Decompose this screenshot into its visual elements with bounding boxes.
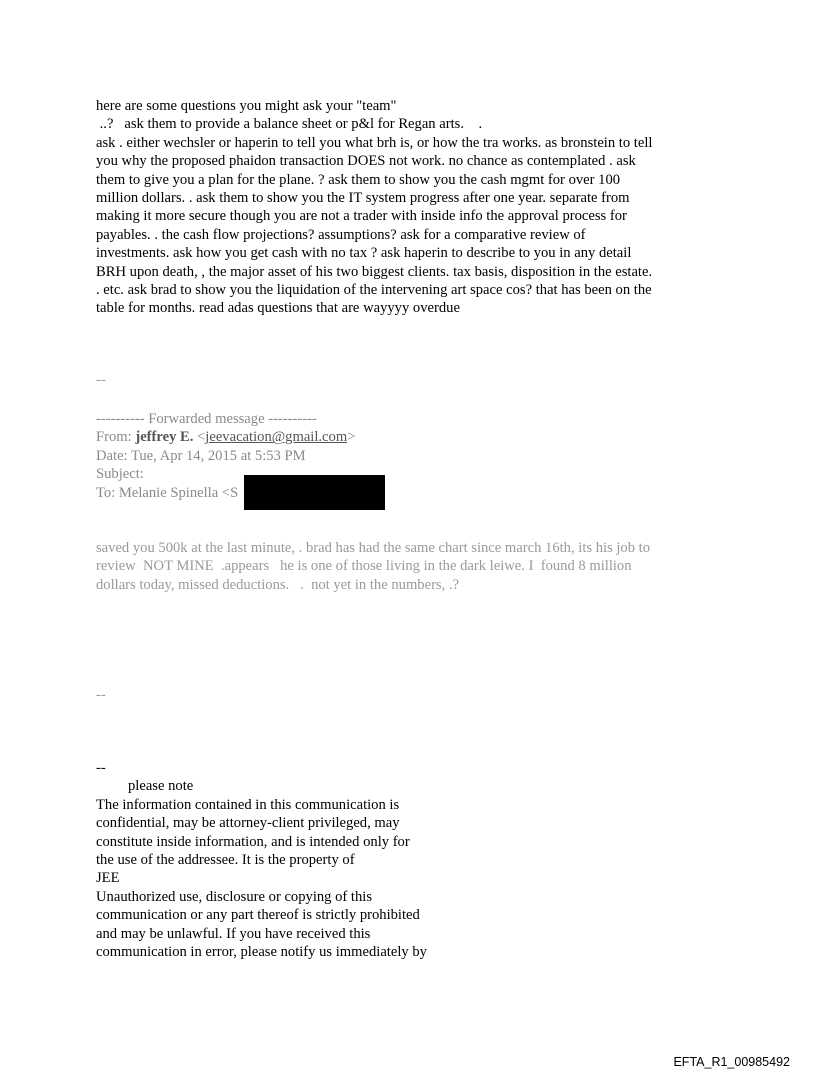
quoted-line: review NOT MINE .appears he is one of those living in the dark leiwe. I found 8 million [96, 558, 632, 575]
body-line: ask . either wechsler or haperin to tell you what brh is, or how the tra works. as bronstein to tell [96, 134, 653, 151]
confidentiality-footer [96, 759, 427, 961]
body-line: them to give you a plan for the plane. ? ask them to show you the cash mgmt for over 100 [96, 171, 621, 188]
from-email-link[interactable]: jeevacation@gmail.com [205, 429, 348, 446]
document-id: EFTA_R1_00985492 [673, 1055, 790, 1069]
from-label: From: [96, 429, 136, 446]
footer-line: confidential, may be attorney-client privileged, may [96, 815, 400, 832]
body-line: here are some questions you might ask your "team" [96, 98, 397, 114]
please-note: please note [128, 778, 194, 795]
footer-line: Unauthorized use, disclosure or copying of this [96, 888, 373, 905]
from-name: jeffrey E. [135, 429, 194, 446]
to-visible-start: S [230, 484, 239, 501]
body-line: investments. ask how you get cash with no tax ? ask haperin to describe to you in any detail [96, 245, 632, 262]
body-line: you why the proposed phaidon transaction DOES not work. no chance as contemplated . ask [96, 153, 636, 170]
quoted-message [96, 539, 650, 594]
footer-line: the use of the addressee. It is the property of [96, 851, 355, 868]
from-lt: < [193, 429, 206, 446]
redaction-box [244, 475, 385, 510]
body-line: ..? ask them to provide a balance sheet or p&l for Regan arts. . [96, 116, 483, 133]
date-line: Date: Tue, Apr 14, 2015 at 5:53 PM [96, 447, 306, 464]
footer-line: constitute inside information, and is intended only for [96, 833, 410, 850]
from-line [96, 428, 382, 446]
forwarded-title: ---------- Forwarded message ---------- [96, 411, 317, 427]
footer-line: and may be unlawful. If you have received this [96, 925, 371, 942]
body-line: . etc. ask brad to show you the liquidation of the intervening art space cos? that has been on the [96, 281, 652, 298]
quoted-line: dollars today, missed deductions. . not yet in the numbers, .? [96, 576, 460, 593]
quoted-separator: -- [96, 687, 106, 703]
quoted-line: saved you 500k at the last minute, . brad has had the same chart since march 16th, its his job to [96, 540, 651, 556]
body-line: making it more secure though you are not a trader with inside info the approval process for [96, 208, 627, 225]
footer-line: The information contained in this communication is [96, 796, 400, 813]
body-line: million dollars. . ask them to show you the IT system progress after one year. separate from [96, 189, 630, 206]
footer-dash: -- [96, 760, 106, 776]
body-line: table for months. read adas questions that are wayyyy overdue [96, 300, 460, 317]
body-line: BRH upon death, , the major asset of his two biggest clients. tax basis, disposition in the estate. [96, 263, 653, 280]
footer-line: communication or any part thereof is strictly prohibited [96, 907, 420, 924]
from-gt: > [347, 429, 356, 446]
footer-line: communication in error, please notify us immediately by [96, 943, 427, 960]
footer-line: JEE [96, 870, 120, 887]
to-label: To: Melanie Spinella < [96, 484, 231, 501]
subject-line: Subject: [96, 466, 144, 483]
email-body [96, 97, 652, 318]
body-line: payables. . the cash flow projections? assumptions? ask for a comparative review of [96, 226, 586, 243]
signature-separator: -- [96, 372, 106, 388]
